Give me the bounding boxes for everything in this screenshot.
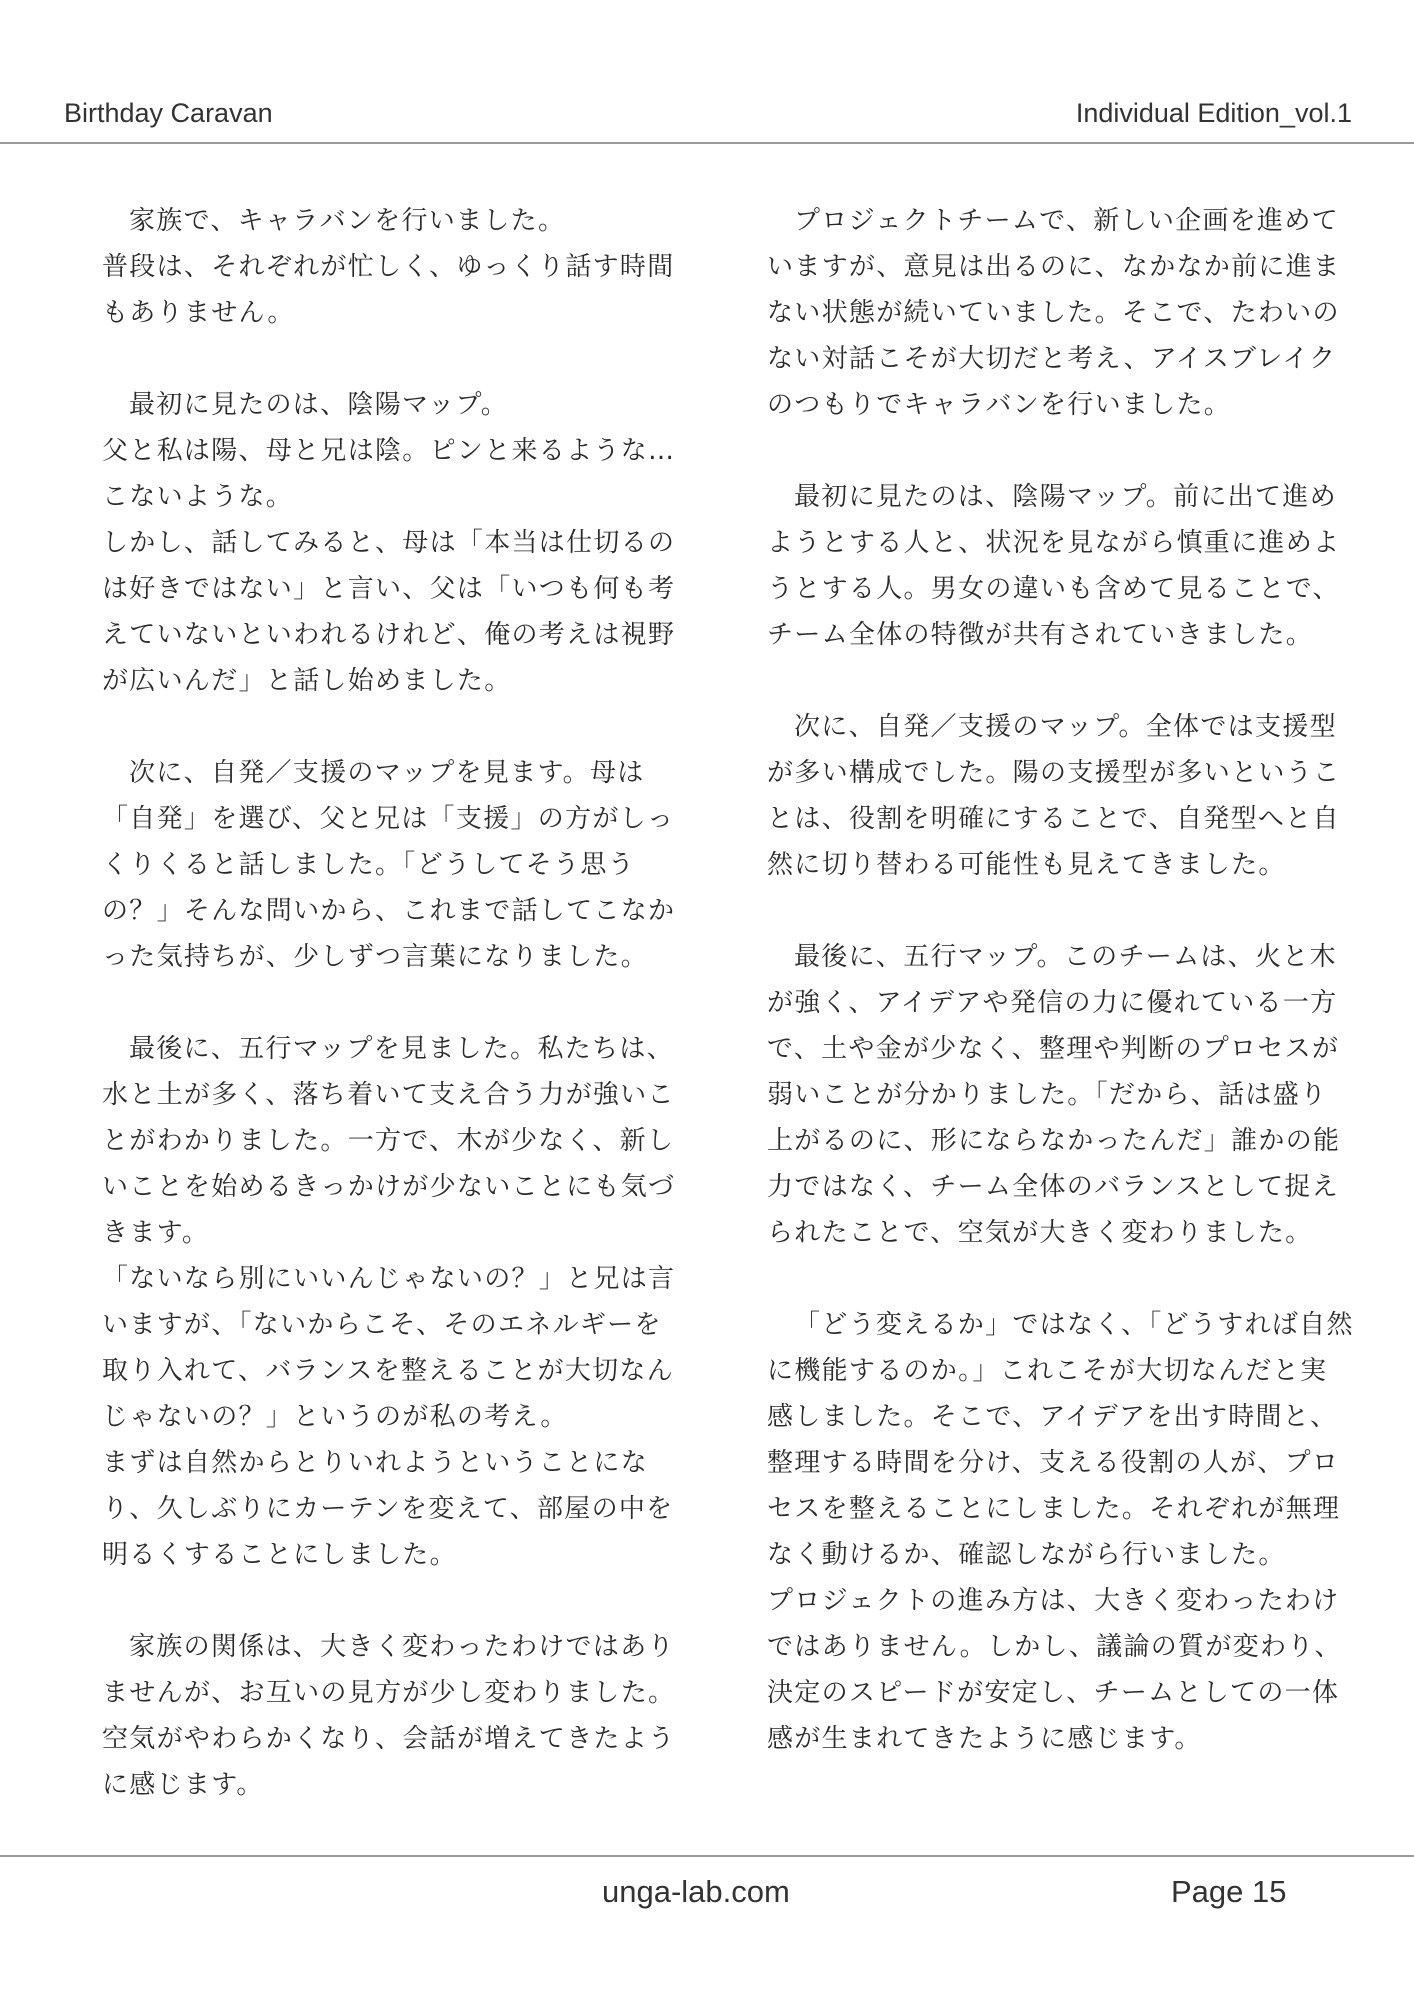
text-line: ようとする人と、状況を見ながら慎重に進めよ xyxy=(767,528,1341,558)
text-line: は好きではない」と言い、父は「いつも何も考 xyxy=(102,574,676,604)
text-line: プロジェクトチームで、新しい企画を進めて xyxy=(794,206,1339,236)
text-line: 感しました。そこで、アイデアを出す時間と、 xyxy=(767,1402,1338,1432)
text-line: じゃないの？」というのが私の考え。 xyxy=(102,1402,568,1432)
document-title: Birthday Caravan xyxy=(64,98,273,128)
text-line: 取り入れて、バランスを整えることが大切なん xyxy=(102,1356,675,1386)
text-line: られたことで、空気が大きく変わりました。 xyxy=(767,1218,1313,1248)
text-line: なく動けるか、確認しながら行いました。 xyxy=(767,1540,1286,1570)
text-line: が広いんだ」と話し始めました。 xyxy=(102,666,512,696)
text-line: ない対話こそが大切だと考え、アイスブレイク xyxy=(767,344,1337,374)
paragraph-gap xyxy=(102,704,688,750)
text-line: いますが、「ないからこそ、そのエネルギーを xyxy=(102,1310,662,1340)
text-line: 家族の関係は、大きく変わったわけではあり xyxy=(129,1632,675,1662)
text-line: 然に切り替わる可能性も見えてきました。 xyxy=(767,850,1286,880)
text-line: が強く、アイデアや発信の力に優れている一方 xyxy=(767,988,1338,1018)
text-line: 上がるのに、形にならなかったんだ」誰かの能 xyxy=(767,1126,1341,1156)
text-line: いますが、意見は出るのに、なかなか前に進ま xyxy=(767,252,1341,282)
text-line: しかし、話してみると、母は「本当は仕切るの xyxy=(102,528,676,558)
text-line: 明るくすることにしました。 xyxy=(102,1540,457,1570)
text-line: り、久しぶりにカーテンを変えて、部屋の中を xyxy=(102,1494,674,1524)
text-line: セスを整えることにしました。それぞれが無理 xyxy=(767,1494,1341,1524)
text-line: えていないといわれるけれど、俺の考えは視野 xyxy=(102,620,676,650)
text-line: 普段は、それぞれが忙しく、ゆっくり話す時間 xyxy=(102,252,675,282)
text-line: まずは自然からとりいれようということにな xyxy=(102,1448,649,1478)
paragraph-gap xyxy=(767,658,1353,704)
text-line: 最初に見たのは、陰陽マップ。前に出て進め xyxy=(794,482,1337,512)
text-line: 家族で、キャラバンを行いました。 xyxy=(129,206,566,236)
text-line: に機能するのか。」これこそが大切なんだと実 xyxy=(767,1356,1328,1386)
page-number: Page 15 xyxy=(1171,1874,1287,1909)
text-line: ない状態が続いていました。そこで、たわいの xyxy=(767,298,1340,328)
paragraph-gap xyxy=(767,888,1353,934)
text-line: こないような。 xyxy=(102,482,294,512)
text-line: いことを始めるきっかけが少ないことにも気づ xyxy=(102,1172,676,1202)
paragraph-gap xyxy=(767,428,1353,474)
text-line: 水と土が多く、落ち着いて支え合う力が強いこ xyxy=(102,1080,675,1110)
text-line: 感が生まれてきたように感じます。 xyxy=(767,1724,1202,1754)
text-line: もありません。 xyxy=(102,298,295,328)
text-line: 次に、自発／支援のマップを見ます。母は xyxy=(129,758,645,788)
text-line: 「ないなら別にいいんじゃないの？」と兄は言 xyxy=(102,1264,676,1294)
text-line: ませんが、お互いの見方が少し変わりました。 xyxy=(102,1678,676,1708)
paragraph-gap xyxy=(102,1578,688,1624)
text-line: に感じます。 xyxy=(102,1770,264,1800)
text-line: くりくると話しました。「どうしてそう思う xyxy=(102,850,636,880)
text-line: プロジェクトの進み方は、大きく変わったわけ xyxy=(767,1586,1340,1616)
text-line: 最後に、五行マップを見ました。私たちは、 xyxy=(129,1034,674,1064)
text-line: の？」そんな問いから、これまで話してこなか xyxy=(102,896,676,926)
text-line: 最初に見たのは、陰陽マップ。 xyxy=(129,390,509,420)
text-line: 整理する時間を分け、支える役割の人が、プロ xyxy=(767,1448,1340,1478)
text-line: 「自発」を選び、父と兄は「支援」の方がしっ xyxy=(102,804,675,834)
text-line: った気持ちが、少しずつ言葉になりました。 xyxy=(102,942,649,972)
left-column xyxy=(102,198,688,1808)
text-line: 決定のスピードが安定し、チームとしての一体 xyxy=(767,1678,1340,1708)
text-line: 次に、自発／支援のマップ。全体では支援型 xyxy=(794,712,1337,742)
text-line: とがわかりました。一方で、木が少なく、新し xyxy=(102,1126,675,1156)
text-line: とは、役割を明確にすることで、自発型へと自 xyxy=(767,804,1340,834)
footer-divider xyxy=(0,1855,1414,1857)
website-url: unga-lab.com xyxy=(602,1874,790,1909)
text-line: きます。 xyxy=(102,1218,210,1248)
text-line: 「どう変えるか」ではなく、「どうすれば自然 xyxy=(794,1310,1354,1340)
text-line: のつもりでキャラバンを行いました。 xyxy=(767,390,1232,420)
text-line: 弱いことが分かりました。「だから、話は盛り xyxy=(767,1080,1328,1110)
text-line: チーム全体の特徴が共有されていきました。 xyxy=(767,620,1314,650)
text-line: うとする人。男女の違いも含めて見ることで、 xyxy=(767,574,1340,604)
text-line: 力ではなく、チーム全体のバランスとして捉え xyxy=(767,1172,1340,1202)
edition-label: Individual Edition_vol.1 xyxy=(1075,98,1352,128)
text-line: 空気がやわらかくなり、会話が増えてきたよう xyxy=(102,1724,676,1754)
paragraph-gap xyxy=(767,1256,1353,1302)
paragraph-gap xyxy=(102,336,688,382)
text-line: で、土や金が少なく、整理や判断のプロセスが xyxy=(767,1034,1340,1064)
paragraph-gap xyxy=(102,980,688,1026)
right-column xyxy=(767,198,1353,1762)
text-line: ではありません。しかし、議論の質が変わり、 xyxy=(767,1632,1342,1662)
text-line: 最後に、五行マップ。このチームは、火と木 xyxy=(794,942,1337,972)
text-line: が多い構成でした。陽の支援型が多いというこ xyxy=(767,758,1341,788)
text-line: 父と私は陽、母と兄は陰。ピンと来るような… xyxy=(102,436,676,466)
header-divider xyxy=(0,142,1414,144)
